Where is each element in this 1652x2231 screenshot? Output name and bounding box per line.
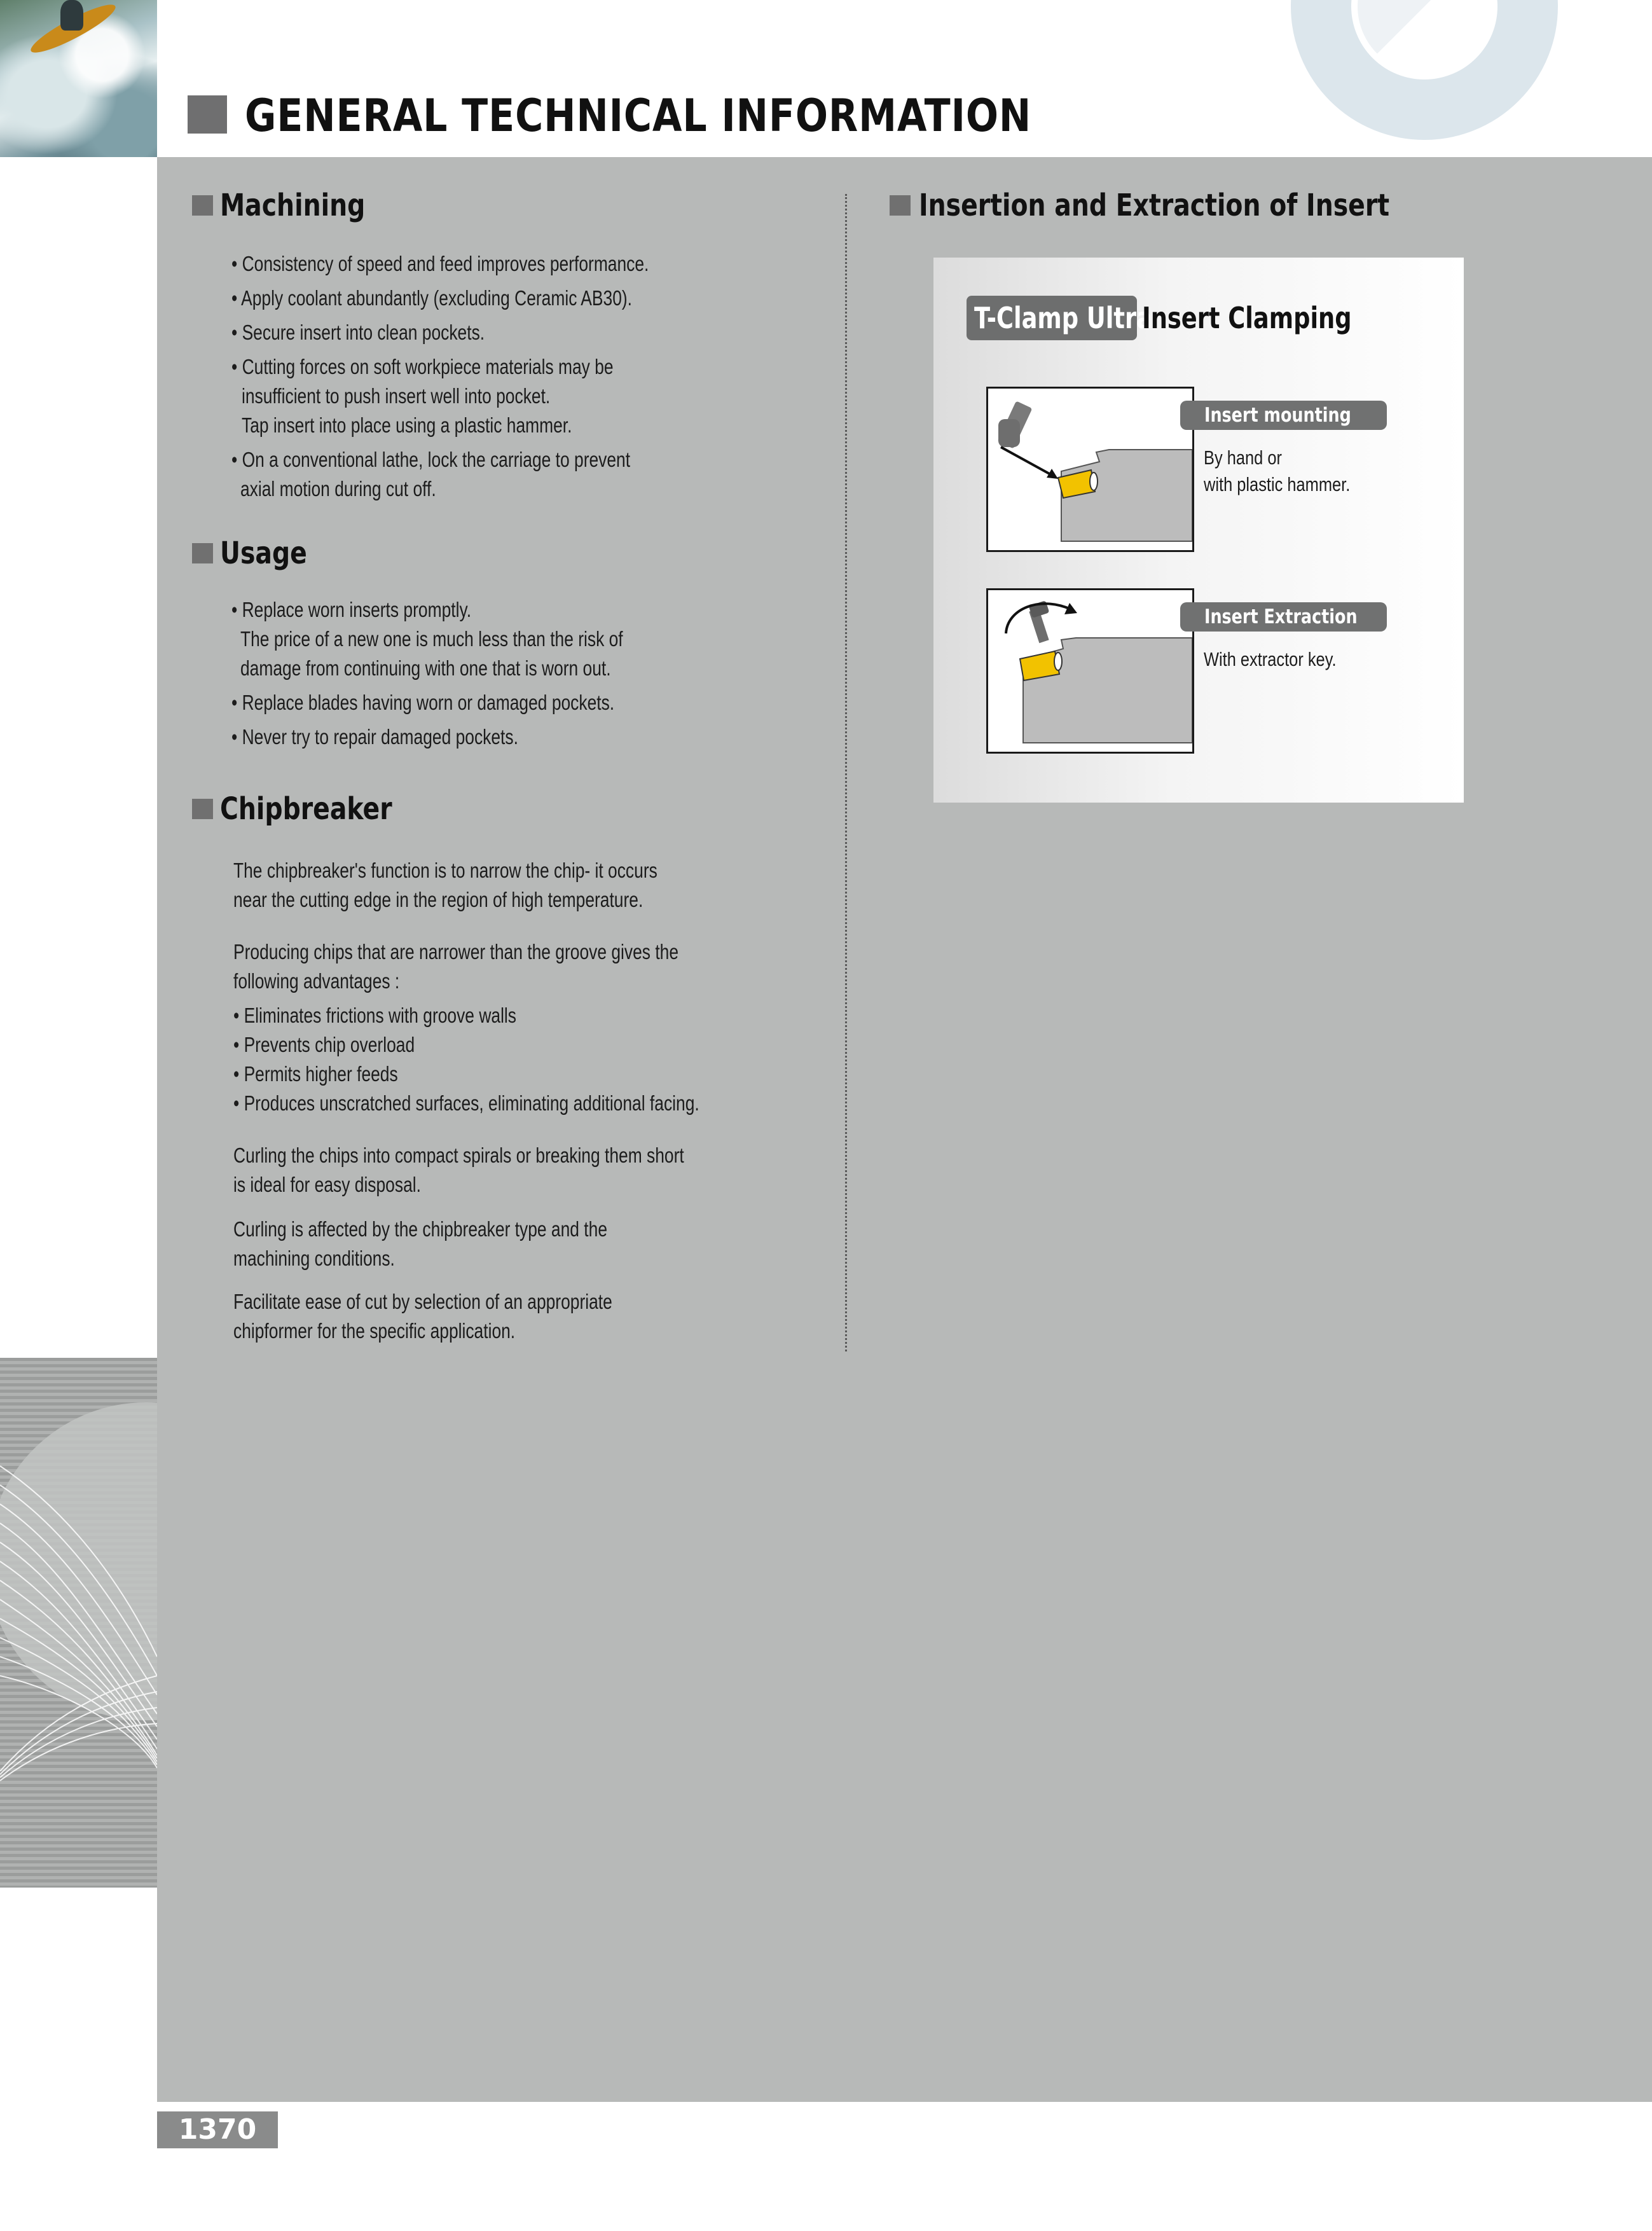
insert-extraction-label: Insert Extraction	[1204, 605, 1358, 628]
wave-lines-decoration	[0, 1358, 157, 1888]
machining-line: • Consistency of speed and feed improves performance.	[231, 252, 649, 275]
chipbreaker-line: machining conditions.	[233, 1247, 395, 1270]
t-clamp-ultra-badge	[967, 296, 1152, 340]
insert-mounting-text: By hand or	[1204, 446, 1282, 469]
chipbreaker-line: is ideal for easy disposal.	[233, 1173, 421, 1196]
chipbreaker-line: • Produces unscratched surfaces, eliminating additional facing.	[233, 1091, 699, 1115]
insertion-heading: Insertion and Extraction of Insert	[919, 188, 1390, 223]
chipbreaker-line: near the cutting edge in the region of high temperature.	[233, 888, 644, 911]
usage-line: damage from continuing with one that is worn out.	[240, 656, 611, 680]
insertion-square-marker	[890, 195, 911, 216]
page-number: 1370	[178, 2113, 257, 2146]
header-square-marker	[188, 95, 227, 134]
paddler-shape	[60, 0, 83, 31]
chipbreaker-line: The chipbreaker's function is to narrow the chip- it occurs	[233, 859, 657, 882]
insert-mounting-diagram	[986, 387, 1194, 552]
insert-extraction-text: With extractor key.	[1204, 648, 1337, 670]
page-number-box	[157, 2111, 278, 2148]
chipbreaker-line: Producing chips that are narrower than the groove gives the	[233, 940, 679, 964]
chipbreaker-line: following advantages :	[233, 969, 400, 993]
machining-line: • Secure insert into clean pockets.	[231, 321, 485, 344]
chipbreaker-square-marker	[192, 799, 213, 819]
usage-square-marker	[192, 543, 213, 563]
machining-line: • Cutting forces on soft workpiece materials may be	[231, 355, 614, 378]
usage-line: • Replace blades having worn or damaged pockets.	[231, 691, 615, 714]
insert-extraction-pill	[1180, 602, 1387, 632]
machining-line: insufficient to push insert well into pocket.	[242, 384, 551, 408]
chipbreaker-line: • Prevents chip overload	[233, 1033, 415, 1056]
chipbreaker-line: Curling the chips into compact spirals or breaking them short	[233, 1143, 684, 1167]
chipbreaker-line: Facilitate ease of cut by selection of an appropriate	[233, 1290, 612, 1313]
column-divider	[845, 194, 847, 1351]
usage-line: • Replace worn inserts promptly.	[231, 598, 472, 621]
page-title: GENERAL TECHNICAL INFORMATION	[245, 90, 1032, 142]
insert-extraction-diagram	[986, 588, 1194, 754]
usage-line: The price of a new one is much less than the risk of	[240, 627, 623, 651]
machining-heading: Machining	[220, 188, 366, 223]
machining-line: axial motion during cut off.	[240, 477, 436, 501]
insert-mounting-pill	[1180, 401, 1387, 430]
machining-line: • On a conventional lathe, lock the carriage to prevent	[231, 448, 631, 471]
header-circle-decoration	[1291, 0, 1571, 157]
t-clamp-ultra-label: T-Clamp Ultra	[974, 301, 1152, 335]
machining-line: Tap insert into place using a plastic hammer.	[242, 413, 572, 437]
chipbreaker-line: Curling is affected by the chipbreaker type and the	[233, 1217, 608, 1241]
insert-mounting-text: with plastic hammer.	[1204, 473, 1351, 495]
header-photo-kayak	[0, 0, 157, 157]
usage-line: • Never try to repair damaged pockets.	[231, 725, 518, 749]
insert-clamping-title: Insert Clamping	[1142, 301, 1352, 335]
insert-mounting-label: Insert mounting	[1204, 404, 1351, 427]
usage-heading: Usage	[220, 535, 307, 571]
machining-line: • Apply coolant abundantly (excluding Ceramic AB30).	[231, 286, 633, 310]
machining-square-marker	[192, 195, 213, 216]
chipbreaker-heading: Chipbreaker	[220, 791, 392, 827]
chipbreaker-line: • Permits higher feeds	[233, 1062, 398, 1086]
chipbreaker-line: chipformer for the specific application.	[233, 1319, 516, 1343]
chipbreaker-line: • Eliminates frictions with groove walls	[233, 1004, 516, 1027]
